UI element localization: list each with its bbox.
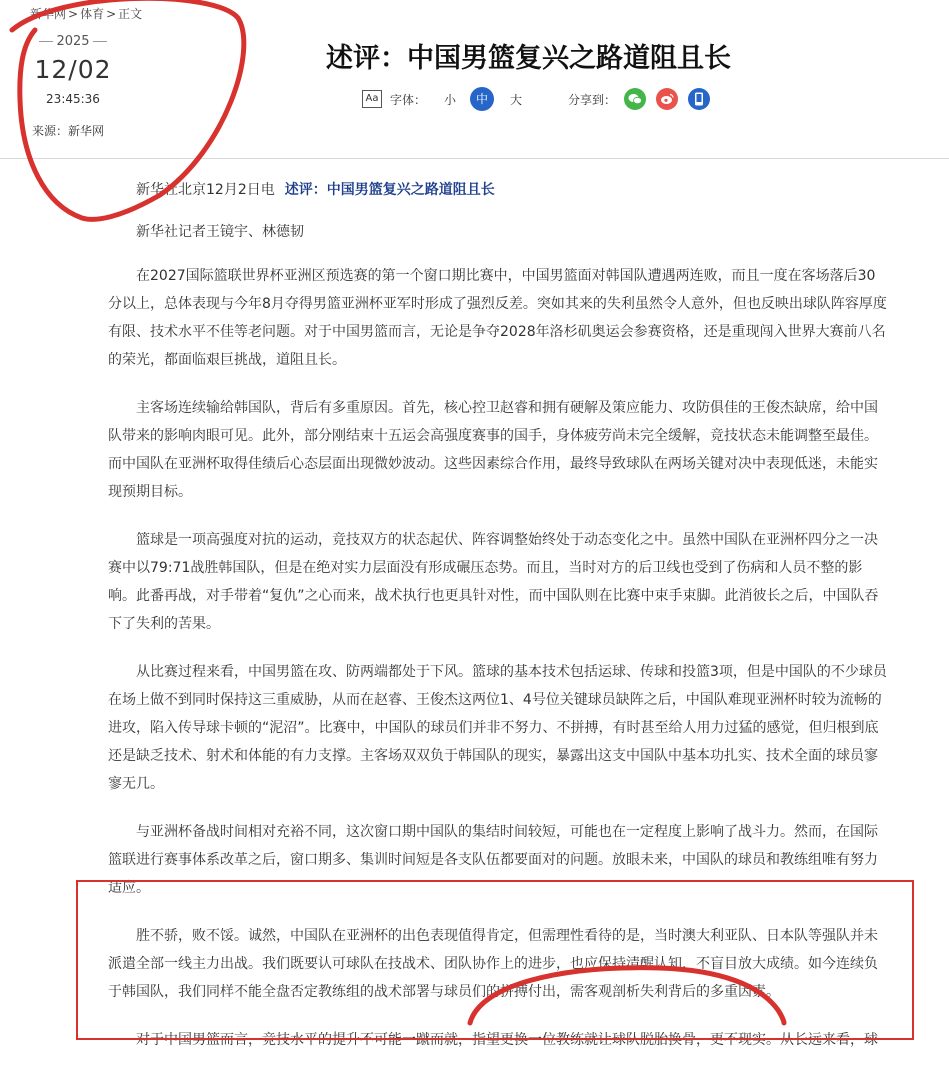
font-size-medium-button[interactable]: 中	[470, 87, 494, 111]
breadcrumb-home-link[interactable]: 新华网	[30, 7, 67, 21]
article-body	[108, 176, 888, 1074]
font-size-large-button[interactable]: 大	[510, 92, 523, 107]
article-paragraph: 主客场连续输给韩国队，背后有多重原因。首先，核心控卫赵睿和拥有硬解及策应能力、攻防俱佳的王俊杰缺席，给中国队带来的影响肉眼可见。此外，部分刚结束十五运会高强度赛事的国手，身体疲劳尚未完全缓解，竞技状态未能调整至最佳。而中国队在亚洲杯取得佳绩后心态层面出现微妙波动。这些因素综合作用，最终导致球队在两场关键对决中表现低迷，未能实现预期目标。	[108, 400, 878, 500]
article-lead	[108, 176, 888, 204]
font-size-small-button[interactable]: 小	[444, 92, 457, 107]
article-title: 述评：中国男篮复兴之路道阻且长	[326, 43, 731, 74]
share-label: 分享到：	[568, 92, 617, 107]
breadcrumb-current: 正文	[118, 7, 143, 21]
article-toolbar	[362, 86, 720, 112]
article-paragraph: 对于中国男篮而言，竞技水平的提升不可能一蹴而就，指望更换一位教练就让球队脱胎换骨，更不现实。从长远来看，球	[136, 1032, 878, 1048]
publish-time: 23:45:36	[46, 92, 100, 106]
publish-meta	[28, 34, 118, 138]
article-author: 新华社记者王镜宇、林德韧	[136, 224, 304, 240]
font-size-icon: Aa	[362, 90, 382, 108]
breadcrumb-separator: >	[68, 7, 79, 21]
article-paragraph: 与亚洲杯备战时间相对充裕不同，这次窗口期中国队的集结时间较短，可能也在一定程度上影响了战斗力。然而，在国际篮联进行赛事体系改革之后，窗口期多、集训时间短是各支队伍都要面对的问题。放眼未来，中国队的球员和教练组唯有努力适应。	[108, 824, 878, 896]
breadcrumb	[30, 5, 144, 22]
weibo-icon[interactable]	[656, 88, 678, 110]
wechat-icon[interactable]	[624, 88, 646, 110]
article-paragraph: 从比赛过程来看，中国男篮在攻、防两端都处于下风。篮球的基本技术包括运球、传球和投篮3项，但是中国队的不少球员在场上做不到同时保持这三重威胁，从而在赵睿、王俊杰这两位1、4号位关键球员缺阵之后，中国队难现亚洲杯时较为流畅的进攻，陷入传导球卡顿的“泥沼”。比赛中，中国队的球员们并非不努力、不拼搏，有时甚至给人用力过猛的感觉，但归根到底还是缺乏技术、射术和体能的有力支撑。主客场双双负于韩国队的现实，暴露出这支中国队中基本功扎实、技术全面的球员寥寥无几。	[108, 664, 887, 792]
mobile-icon[interactable]	[688, 88, 710, 110]
article-paragraph: 胜不骄，败不馁。诚然，中国队在亚洲杯的出色表现值得肯定，但需理性看待的是，当时澳大利亚队、日本队等强队并未派遣全部一线主力出战。我们既要认可球队在技战术、团队协作上的进步，也应保持清醒认知，不盲目放大成绩。如今连续负于韩国队，我们同样不能全盘否定教练组的战术部署与球员们的拼搏付出，需客观剖析失利背后的多重因素。	[108, 928, 878, 1000]
breadcrumb-sports-link[interactable]: 体育	[80, 7, 105, 21]
article-source: 来源：新华网	[32, 124, 105, 138]
header-divider	[0, 158, 949, 159]
dateline: 新华社北京12月2日电	[136, 182, 275, 198]
article-paragraph: 在2027国际篮联世界杯亚洲区预选赛的第一个窗口期比赛中，中国男篮面对韩国队遭遇两连败，而且一度在客场落后30分以上，总体表现与今年8月夺得男篮亚洲杯亚军时形成了强烈反差。突如其来的失利虽然令人意外，但也反映出球队阵容厚度有限、技术水平不佳等老问题。对于中国男篮而言，无论是争夺2028年洛杉矶奥运会参赛资格，还是重现闯入世界大赛前八名的荣光，都面临艰巨挑战，道阻且长。	[108, 268, 887, 368]
font-size-label: 字体：	[390, 92, 427, 107]
article-paragraph: 篮球是一项高强度对抗的运动，竞技双方的状态起伏、阵容调整始终处于动态变化之中。虽然中国队在亚洲杯四分之一决赛中以79:71战胜韩国队，但是在绝对实力层面没有形成碾压态势。而且，当时对方的后卫线也受到了伤病和人员不整的影响。此番再战，对手带着“复仇”之心而来，战术执行也更具针对性，而中国队则在比赛中束手束脚。此消彼长之后，中国队吞下了失利的苦果。	[108, 532, 879, 632]
publish-year: 2025	[28, 34, 118, 49]
publish-date: 12/02	[34, 55, 112, 84]
lead-title-link[interactable]: 述评：中国男篮复兴之路道阻且长	[284, 182, 495, 198]
breadcrumb-separator: >	[106, 7, 117, 21]
